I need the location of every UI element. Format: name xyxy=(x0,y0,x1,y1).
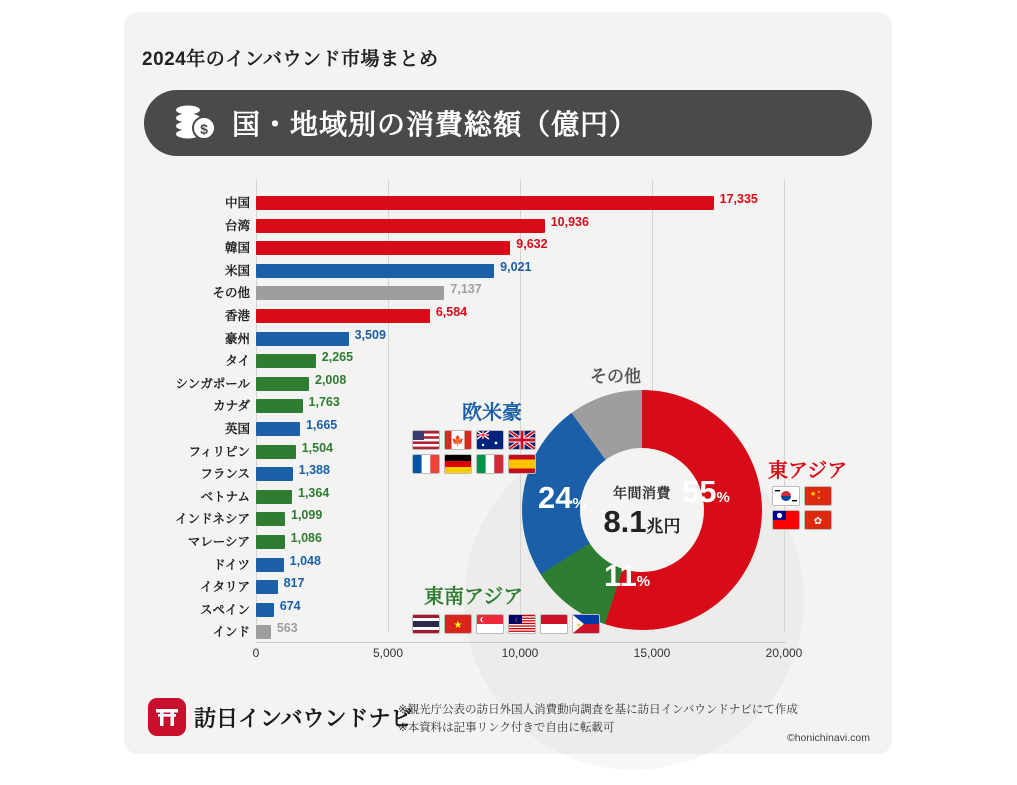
brand-logo xyxy=(148,698,412,736)
bar-value-label: 674 xyxy=(279,598,301,613)
flag-south-korea xyxy=(772,486,800,506)
bar-value-label: 817 xyxy=(283,576,305,591)
bar-value-label: 1,665 xyxy=(305,418,338,432)
svg-text:☾: ☾ xyxy=(515,617,521,624)
bar-value-label: 3,509 xyxy=(354,327,386,342)
donut-center-value xyxy=(603,506,680,537)
bar-category-label: マレーシア xyxy=(187,535,250,549)
flag-indonesia xyxy=(540,614,568,634)
bar-category-label: カナダ xyxy=(213,399,250,414)
bar xyxy=(256,512,285,526)
bar-category-label: インドネシア xyxy=(175,512,250,527)
xtick-label-0: 0 xyxy=(252,646,260,660)
bar-category-label: スペイン xyxy=(199,602,250,617)
donut-center-unit: 兆円 xyxy=(646,517,681,536)
bar-value-label: 1,504 xyxy=(301,440,333,455)
bar xyxy=(256,535,285,549)
bar-category-label: ベトナム xyxy=(200,489,250,504)
x-axis-line xyxy=(256,642,786,643)
flag-philippines xyxy=(572,614,600,634)
xtick-label-5000: 5,000 xyxy=(372,646,404,660)
flag-canada xyxy=(444,430,472,450)
bar xyxy=(256,354,316,368)
bar-category-label: 韓国 xyxy=(224,241,250,256)
flag-taiwan xyxy=(772,510,800,530)
svg-text:★: ★ xyxy=(453,620,463,631)
bar xyxy=(256,309,430,323)
coins-icon xyxy=(172,103,218,143)
bar xyxy=(256,490,292,504)
flag-france xyxy=(412,454,440,474)
slice-unit-east-asia: % xyxy=(716,489,730,506)
flag-vietnam xyxy=(444,614,472,634)
svg-text:✿: ✿ xyxy=(813,516,823,527)
bar-category-label: 香港 xyxy=(224,309,250,323)
slice-unit-southeast-asia: % xyxy=(636,573,651,590)
bar xyxy=(256,445,296,459)
bar xyxy=(256,580,278,594)
source-note-line1: ※観光庁公表の訪日外国人消費動向調査を基に訪日インバウンドナビにて作成 xyxy=(398,704,798,716)
flag-germany xyxy=(444,454,472,474)
flags-west xyxy=(412,430,542,474)
svg-text:★: ★ xyxy=(817,495,821,500)
copyright: ©honichinavi.com xyxy=(786,732,870,744)
bar-category-label: インド xyxy=(212,625,250,640)
xtick-label-15000: 15,000 xyxy=(633,646,671,660)
flag-hong-kong xyxy=(804,510,832,530)
bar-value-label: 563 xyxy=(276,621,298,636)
bar-category-label: 英国 xyxy=(224,422,250,436)
bar xyxy=(256,422,300,436)
bar xyxy=(256,603,274,617)
bar xyxy=(256,332,349,346)
group-label-southeast-asia: 東南アジア xyxy=(424,586,524,608)
bar-value-label: 1,099 xyxy=(291,508,323,523)
flag-malaysia xyxy=(508,614,536,634)
slice-value-west: 24 xyxy=(538,480,573,515)
flag-thailand xyxy=(412,614,440,634)
brand-name: 訪日インバウンドナビ xyxy=(194,705,413,731)
bar-value-label: 2,265 xyxy=(321,350,354,365)
bar-category-label: フィリピン xyxy=(188,444,250,459)
bar-value-label: 10,936 xyxy=(550,214,589,229)
bar-category-label: ドイツ xyxy=(213,557,250,572)
bar-category-label: 米国 xyxy=(224,263,250,278)
svg-text:$: $ xyxy=(200,121,208,137)
xtick-label-20000: 20,000 xyxy=(765,646,803,660)
donut-center-number: 8.1 xyxy=(603,504,647,539)
bar-category-label: 中国 xyxy=(224,196,250,210)
bar-category-label: シンガポール xyxy=(175,376,250,391)
svg-text:★: ★ xyxy=(810,490,817,498)
flag-usa xyxy=(412,430,440,450)
bar xyxy=(256,625,271,639)
bar xyxy=(256,286,444,300)
flag-china xyxy=(804,486,832,506)
gridline-20000 xyxy=(784,180,785,632)
bar-category-label: フランス xyxy=(200,467,250,482)
source-note-line2: ※本資料は記事リンク付きで自由に転載可 xyxy=(398,721,615,734)
flag-spain xyxy=(508,454,536,474)
svg-text:★: ★ xyxy=(817,489,821,494)
group-label-other: その他 xyxy=(590,367,641,386)
slice-label-west xyxy=(538,480,586,516)
svg-text:🍁: 🍁 xyxy=(451,436,465,447)
section-banner xyxy=(144,90,872,156)
page-title: 2024年のインバウンド市場まとめ xyxy=(142,49,439,70)
svg-text:★: ★ xyxy=(576,622,582,629)
slice-label-southeast-asia xyxy=(604,558,650,594)
flag-uk xyxy=(508,430,536,450)
bar xyxy=(256,377,309,391)
bar-value-label: 17,335 xyxy=(719,192,758,206)
slice-value-east-asia: 55 xyxy=(682,474,717,509)
torii-icon xyxy=(148,698,186,736)
bar-value-label: 1,364 xyxy=(298,485,330,500)
bar-category-label: その他 xyxy=(212,286,250,301)
footer xyxy=(144,692,872,748)
bar-category-label: 台湾 xyxy=(224,218,250,233)
donut-center-label: 年間消費 xyxy=(613,485,671,501)
banner-title: 国・地域別の消費総額（億円） xyxy=(232,109,639,140)
bar-value-label: 6,584 xyxy=(435,305,468,319)
flag-australia xyxy=(476,430,504,450)
bar-value-label: 1,763 xyxy=(308,395,340,410)
donut-center xyxy=(580,448,704,572)
bar-value-label: 1,086 xyxy=(290,531,322,545)
xtick-label-10000: 10,000 xyxy=(501,646,539,660)
infographic-card xyxy=(124,12,892,754)
bar-value-label: 1,388 xyxy=(298,463,330,478)
slice-value-southeast-asia: 11 xyxy=(604,558,637,593)
bar-value-label: 2,008 xyxy=(315,372,347,387)
flags-southeast-asia xyxy=(412,614,600,634)
bar xyxy=(256,264,494,278)
bar-category-label: イタリア xyxy=(199,580,250,595)
flag-singapore xyxy=(476,614,504,634)
bar xyxy=(256,241,510,255)
flags-east-asia xyxy=(772,486,836,530)
bar-category-label: 豪州 xyxy=(224,331,250,346)
bar xyxy=(256,219,545,233)
bar xyxy=(256,196,714,210)
flag-italy xyxy=(476,454,504,474)
bar-value-label: 7,137 xyxy=(450,282,482,297)
bar xyxy=(256,399,303,413)
bar xyxy=(256,558,284,572)
bar-value-label: 9,632 xyxy=(516,237,548,252)
group-label-west: 欧米豪 xyxy=(462,402,522,424)
donut-chart xyxy=(522,390,762,630)
source-note xyxy=(398,702,798,738)
bar-value-label: 1,048 xyxy=(289,553,321,568)
slice-unit-west: % xyxy=(572,495,586,512)
bar-category-label: タイ xyxy=(225,354,250,369)
group-label-east-asia: 東アジア xyxy=(768,460,848,482)
bar-value-label: 9,021 xyxy=(500,259,532,274)
slice-label-east-asia xyxy=(682,474,730,510)
bar xyxy=(256,467,293,481)
chart-area xyxy=(144,180,872,680)
